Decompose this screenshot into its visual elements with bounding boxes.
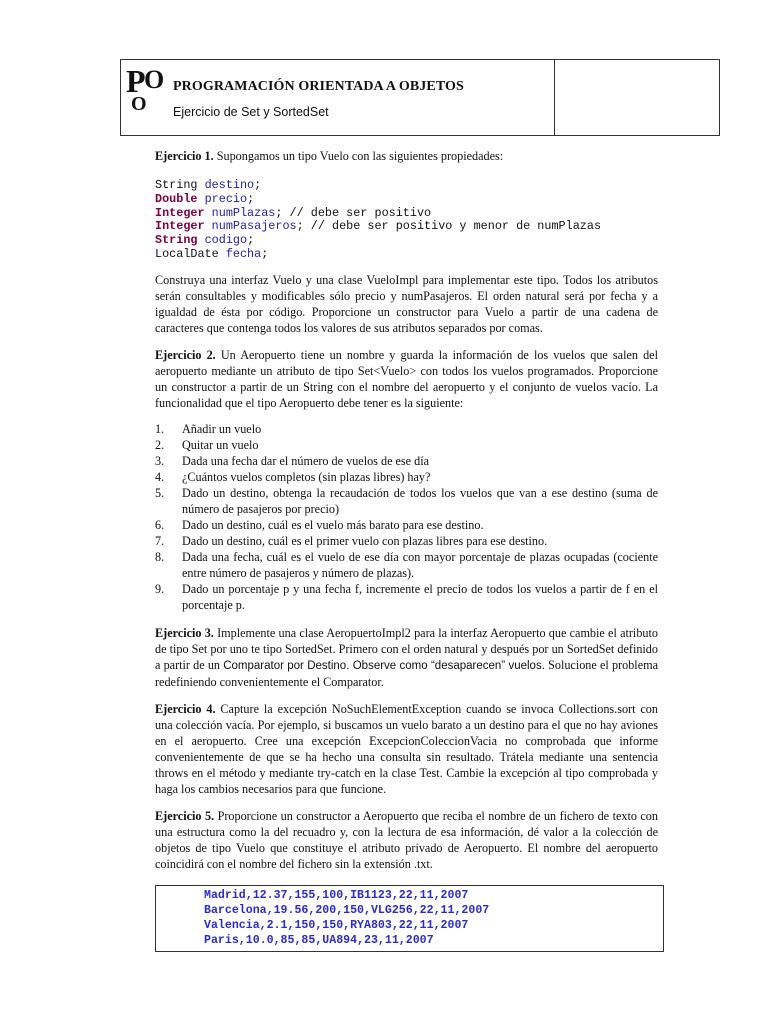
code-line — [155, 248, 658, 262]
list-text: ¿Cuántos vuelos completos (sin plazas libres) hay? — [182, 469, 431, 484]
list-item — [155, 437, 658, 453]
data-line: Barcelona,19.56,200,150,VLG256,22,11,2007 — [204, 903, 490, 917]
header-divider — [554, 60, 555, 135]
exercise-4-text: Capture la excepción NoSuchElementException cuando se invoca Collections.sort con una colección vacía. Por ejemplo, si buscamos un vuelo barato a un destino para el que no hay aviones en el aeropuerto. Cree una excepción ExcepcionColeccionVacia no comprobada que informe convenientemente de que se ha hecho una consulta sin resultado. Trátela mediante una sentencia throws en el método y mediante try-catch en la clase Test. Cambie la excepción al tipo comprobada y haga los cambios necesarios para que funcione. — [155, 701, 658, 796]
list-item — [155, 421, 658, 437]
code-line — [155, 207, 658, 221]
list-number: 7. — [155, 533, 165, 548]
code-field: precio — [204, 191, 248, 206]
header-box — [120, 59, 720, 136]
exercise-2-intro — [155, 347, 658, 411]
list-text: Añadir un vuelo — [182, 421, 262, 436]
list-text: Dado un destino, cuál es el primer vuelo con plazas libres para ese destino. — [182, 533, 548, 548]
exercise-5-text: Proporcione un constructor a Aeropuerto que reciba el nombre de un fichero de texto con una estructura como la del recuadro y, con la lectura de esa información, dé valor a la colección de objetos de tipo Vuelo que constituye el atributo privado de Aeropuerto. El nombre del aeropuerto coincidirá con el nombre del fichero sin la extensión .txt. — [155, 808, 658, 871]
exercise-2-text: Un Aeropuerto tiene un nombre y guarda la información de los vuelos que salen del aeropuerto mediante un atributo de tipo Set<Vuelo> con todos los vuelos programados. Proporcione un constructor a partir de un String con el nombre del aeropuerto y el conjunto de vuelos vacío. La funcionalidad que el tipo Aeropuerto debe tener es la siguiente: — [155, 347, 658, 410]
list-item — [155, 549, 658, 581]
svg-text:P: P — [126, 63, 146, 99]
code-line — [155, 220, 658, 234]
sheet-subtitle: Ejercicio de Set y SortedSet — [173, 105, 329, 119]
code-field: numPlazas — [211, 205, 276, 220]
exercise-1-description: Construya una interfaz Vuelo y una clase VueloImpl para implementar este tipo. Todos los atributos serán consultables y modificables sólo precio y numPasajeros. El orden natural será por fecha y a igualdad de ésta por código. Proporcione un constructor para Vuelo a partir de una cadena de caracteres que contenga todos los valores de sus atributos separados por comas. — [155, 272, 658, 335]
list-number: 6. — [155, 517, 165, 532]
list-text: Dado un destino, obtenga la recaudación de todos los vuelos que van a ese destino (suma de número de pasajeros por precio) — [182, 485, 658, 516]
exercise-5 — [155, 808, 658, 872]
exercise-1-intro — [155, 148, 658, 164]
aeropuerto-functionality-list — [155, 421, 658, 613]
course-title: PROGRAMACIÓN ORIENTADA A OBJETOS — [173, 79, 464, 94]
code-line — [155, 193, 658, 207]
code-type: LocalDate — [155, 246, 219, 261]
code-line — [155, 234, 658, 248]
vuelo-properties-code — [155, 179, 658, 262]
list-number: 3. — [155, 453, 165, 468]
svg-text:O: O — [144, 65, 165, 94]
list-text: Quitar un vuelo — [182, 437, 259, 452]
code-field: codigo — [204, 233, 248, 248]
list-item — [155, 485, 658, 517]
list-text: Dada una fecha dar el número de vuelos de ese día — [182, 453, 430, 468]
document-body — [155, 148, 658, 952]
list-number: 5. — [155, 485, 165, 500]
code-line — [155, 179, 658, 193]
exercise-3-text-end: Solucione el problema redefiniendo convenientemente el Comparator. — [155, 657, 658, 689]
list-number: 9. — [155, 581, 165, 596]
code-type: Integer — [155, 205, 205, 220]
list-item — [155, 453, 658, 469]
list-text: Dado un porcentaje p y una fecha f, incremente el precio de todos los vuelos a partir de f en el porcentaje p. — [182, 581, 658, 612]
list-item — [155, 517, 658, 533]
code-rest: ; — [247, 233, 255, 248]
list-number: 4. — [155, 469, 165, 484]
list-number: 2. — [155, 437, 165, 452]
code-rest: ; — [261, 246, 269, 261]
code-rest: ; // debe ser positivo — [275, 205, 432, 220]
exercise-3 — [155, 625, 658, 690]
code-field: destino — [204, 178, 255, 192]
exercise-5-label: Ejercicio 5. — [155, 808, 215, 823]
code-field: numPasajeros — [211, 219, 297, 234]
exercise-3-text: Implemente una clase AeropuertoImpl2 para la interfaz Aeropuerto que cambie el atributo de tipo Set por uno te tipo SortedSet. Primero con el orden natural y después por un SortedSet definido a partir de un — [155, 625, 658, 672]
list-item — [155, 469, 658, 485]
code-rest: ; // debe ser positivo y menor de numPlazas — [296, 219, 602, 234]
list-item — [155, 533, 658, 549]
code-type: String — [155, 178, 198, 192]
exercise-2-label: Ejercicio 2. — [155, 347, 216, 362]
poo-logo — [125, 62, 171, 112]
list-text: Dado un destino, cuál es el vuelo más barato para ese destino. — [182, 517, 484, 532]
code-rest: ; — [247, 191, 255, 206]
data-line: Valencia,2.1,150,150,RYA803,22,11,2007 — [204, 918, 469, 932]
list-number: 8. — [155, 549, 165, 564]
svg-text:O: O — [131, 93, 147, 112]
exercise-1-label: Ejercicio 1. — [155, 149, 214, 163]
list-item — [155, 581, 658, 613]
list-number: 1. — [155, 421, 165, 436]
exercise-4-label: Ejercicio 4. — [155, 701, 216, 716]
flight-data-file-box — [155, 885, 664, 952]
code-type: String — [155, 233, 198, 248]
data-line: Madrid,12.37,155,100,IB1123,22,11,2007 — [204, 888, 469, 902]
exercise-3-comparator-note: Comparator por Destino. Observe como “desaparecen” vuelos. — [223, 659, 545, 672]
code-type: Integer — [155, 219, 205, 234]
exercise-4 — [155, 701, 658, 797]
code-field: fecha — [225, 246, 262, 261]
list-text: Dada una fecha, cuál es el vuelo de ese día con mayor porcentaje de plazas ocupadas (cociente entre número de pasajeros y número de plazas). — [182, 549, 658, 580]
code-rest: ; — [254, 178, 262, 192]
exercise-1-text: Supongamos un tipo Vuelo con las siguientes propiedades: — [213, 149, 504, 163]
code-type: Double — [155, 191, 198, 206]
data-line: Paris,10.0,85,85,UA894,23,11,2007 — [204, 933, 434, 947]
exercise-3-label: Ejercicio 3. — [155, 625, 214, 640]
